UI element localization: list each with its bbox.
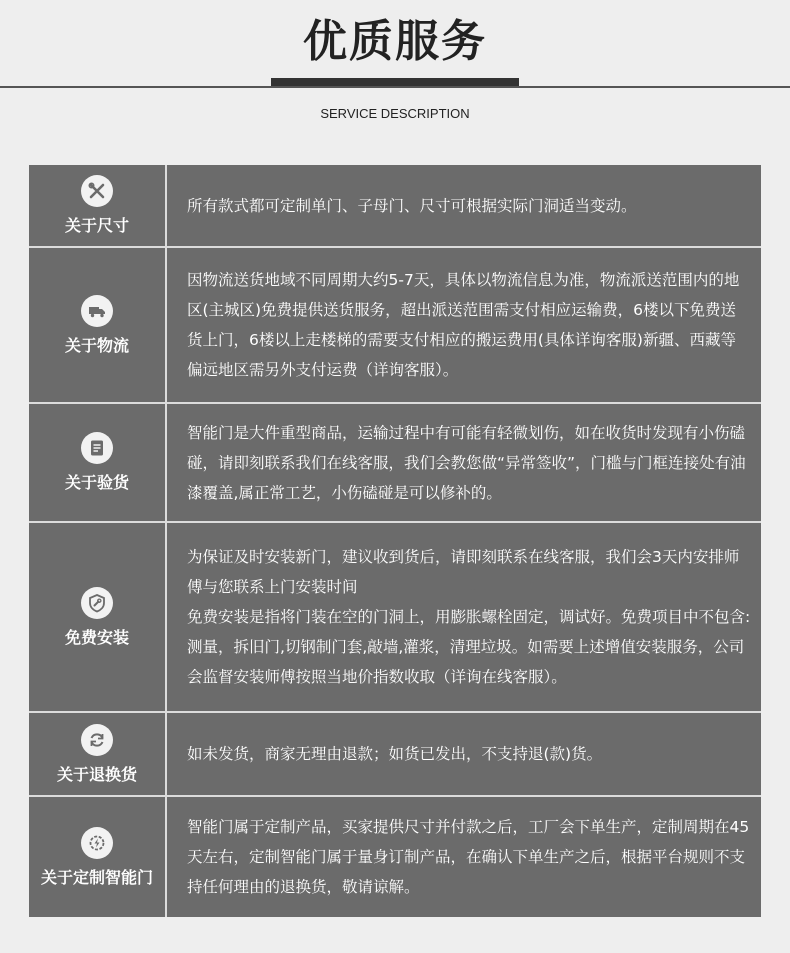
row-content <box>167 404 761 521</box>
row-label: 关于退换货 <box>56 764 137 784</box>
row-label-cell <box>29 713 167 795</box>
service-row-inspection <box>29 404 761 523</box>
row-text: 智能门是大件重型商品，运输过程中有可能有轻微划伤，如在收货时发现有小伤磕碰，请即刻联系我们在线客服，我们会教您做“异常签收”，门槛与门框连接处有油漆覆盖,属正常工艺，小伤磕碰是可以修补的。 <box>187 423 746 502</box>
row-label-cell <box>29 797 167 917</box>
service-row-size <box>29 165 761 248</box>
page-subtitle: SERVICE DESCRIPTION <box>320 106 470 121</box>
header-divider <box>0 86 790 88</box>
page-title: 优质服务 <box>303 16 487 67</box>
row-content <box>167 713 761 795</box>
row-content <box>167 248 761 402</box>
row-content <box>167 165 761 246</box>
document-icon <box>81 432 113 464</box>
row-text: 所有款式都可定制单门、子母门、尺寸可根据实际门洞适当变动。 <box>187 196 637 215</box>
service-row-custom-door <box>29 797 761 917</box>
truck-icon <box>81 295 113 327</box>
title-underline-bar <box>271 78 519 86</box>
shield-wrench-icon <box>81 587 113 619</box>
row-label: 关于物流 <box>64 335 129 355</box>
service-row-returns <box>29 713 761 797</box>
row-text: 因物流送货地域不同周期大约5-7天，具体以物流信息为准，物流派送范围内的地区(主城区)免费提供送货服务，超出派送范围需支付相应运输费，6楼以下免费送货上门，6楼以上走楼梯的需要支付相应的搬运费用(具体详询客服)新疆、西藏等偏远地区需另外支付运费（详询客服）。 <box>187 271 740 379</box>
row-text: 为保证及时安装新门，建议收到货后，请即刻联系在线客服，我们会3天内安排师傅与您联系上门安装时间 <box>187 548 740 596</box>
row-content <box>167 523 761 711</box>
row-label: 关于尺寸 <box>64 216 129 235</box>
row-label: 免费安装 <box>64 627 129 647</box>
service-row-logistics <box>29 248 761 404</box>
row-label-cell <box>29 404 167 521</box>
refresh-icon <box>81 724 113 756</box>
row-label-cell <box>29 523 167 711</box>
row-label: 关于定制智能门 <box>40 867 153 887</box>
row-label-cell <box>29 248 167 402</box>
gear-lightning-icon <box>81 827 113 859</box>
row-content <box>167 797 761 917</box>
service-row-installation <box>29 523 761 713</box>
row-text: 智能门属于定制产品，买家提供尺寸并付款之后，工厂会下单生产，定制周期在45天左右，定制智能门属于量身订制产品，在确认下单生产之后，根据平台规则不支持任何理由的退换货，敬请谅解。 <box>187 818 750 896</box>
row-text: 免费安装是指将门装在空的门洞上，用膨胀螺栓固定，调试好。免费项目中不包含:测量，拆旧门,切钢制门套,敲墙,灌浆，清理垃圾。如需要上述增值安装服务，公司会监督安装师傅按照当地价指数收取（详询在线客服）。 <box>187 608 751 686</box>
row-label: 关于验货 <box>64 473 129 492</box>
tools-icon <box>81 175 113 207</box>
row-label-cell <box>29 165 167 246</box>
row-text: 如未发货，商家无理由退款；如货已发出，不支持退(款)货。 <box>187 745 603 763</box>
service-table <box>29 165 761 917</box>
